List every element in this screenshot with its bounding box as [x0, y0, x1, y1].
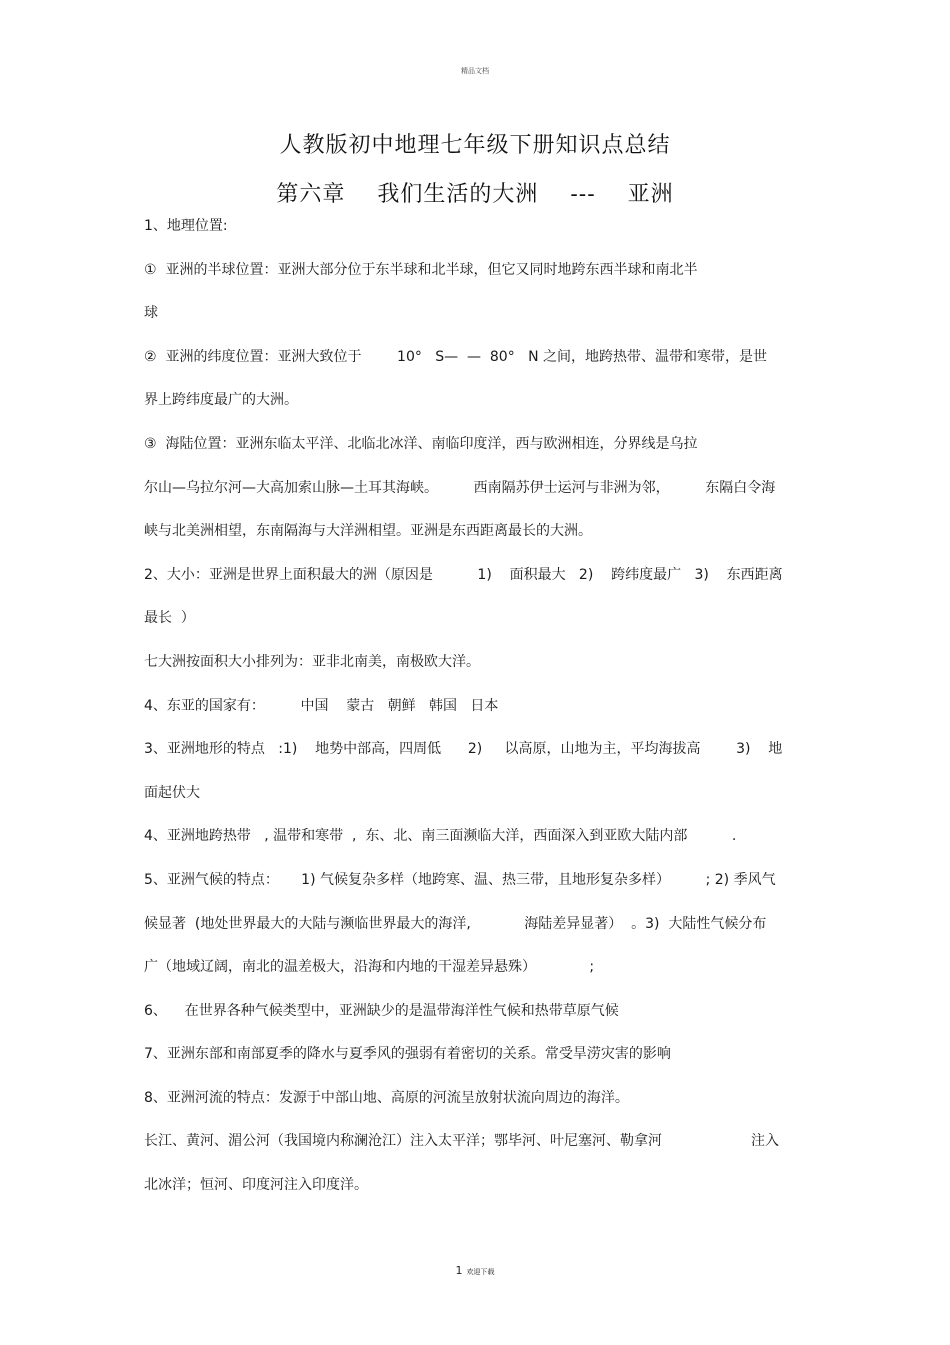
body-line: 5、亚洲气候的特点： 1) 气候复杂多样（地跨寒、温、热三带，且地形复杂多样） ; 2) 季风气 — [144, 871, 776, 888]
body-line: ③ 海陆位置：亚洲东临太平洋、北临北冰洋、南临印度洋，西与欧洲相连，分界线是乌拉 — [144, 435, 698, 452]
body-line: 4、亚洲地跨热带 , 温带和寒带 , 东、北、南三面濒临大洋，西面深入到亚欧大陆内部 . — [144, 828, 737, 845]
document-title: 人教版初中地理七年级下册知识点总结 — [279, 133, 671, 158]
body-line: 球 — [144, 305, 158, 322]
body-line: ② 亚洲的纬度位置：亚洲大致位于 10° S— — 80° N 之间，地跨热带、温带和寒带，是世 — [144, 348, 767, 365]
chapter-title — [0, 177, 950, 208]
body-line: 七大洲按面积大小排列为：亚非北南美，南极欧大洋。 — [144, 653, 480, 670]
body-line: 广（地域辽阔，南北的温差极大，沿海和内地的干湿差异悬殊） ; — [144, 959, 595, 976]
body-line: 3、亚洲地形的特点 :1) 地势中部高，四周低 2) 以高原，山地为主，平均海拔高 3) 地 — [144, 741, 783, 758]
body-line: ① 亚洲的半球位置：亚洲大部分位于东半球和北半球，但它又同时地跨东西半球和南北半 — [144, 261, 698, 278]
body-line: 2、大小：亚洲是世界上面积最大的洲（原因是 1) 面积最大 2) 跨纬度最广 3) 东西距离 — [144, 566, 783, 583]
body-line: 北冰洋；恒河、印度河注入印度洋。 — [144, 1177, 368, 1194]
body-line: 最长 ） — [144, 610, 195, 627]
body-line: 界上跨纬度最广的大洲。 — [144, 392, 298, 409]
body-line: 8、亚洲河流的特点：发源于中部山地、高原的河流呈放射状流向周边的海洋。 — [144, 1089, 629, 1106]
body-line: 长江、黄河、湄公河（我国境内称澜沧江）注入太平洋；鄂毕河、叶尼塞河、勒拿河 注入 — [144, 1133, 780, 1150]
body-line: 1、地理位置: — [144, 218, 228, 234]
body-line: 候显著 (地处世界最大的大陆与濒临世界最大的海洋, 海陆差异显著） 。3) 大陆性气候分布 — [144, 915, 767, 932]
document-body — [144, 216, 806, 1219]
footer-text: 欢迎下载 — [466, 1268, 495, 1276]
body-line: 6、 在世界各种气候类型中，亚洲缺少的是温带海洋性气候和热带草原气候 — [144, 1002, 619, 1019]
body-line: 4、东亚的国家有： 中国 蒙古 朝鲜 韩国 日本 — [144, 697, 499, 714]
body-line: 面起伏大 — [144, 784, 200, 801]
page-footer — [0, 1259, 950, 1278]
chapter-title-text: 第六章 我们生活的大洲 --- 亚洲 — [276, 182, 674, 207]
page-number: 1 — [455, 1264, 463, 1277]
body-line: 峡与北美洲相望，东南隔海与大洋洲相望。亚洲是东西距离最长的大洲。 — [144, 523, 592, 540]
body-line: 尔山—乌拉尔河—大高加索山脉—土耳其海峡。 西南隔苏伊士运河与非洲为邻， 东隔白令海 — [144, 479, 776, 496]
body-line: 7、亚洲东部和南部夏季的降水与夏季风的强弱有着密切的关系。常受旱涝灾害的影响 — [144, 1046, 671, 1063]
header-note: 精品文档 — [461, 67, 489, 75]
